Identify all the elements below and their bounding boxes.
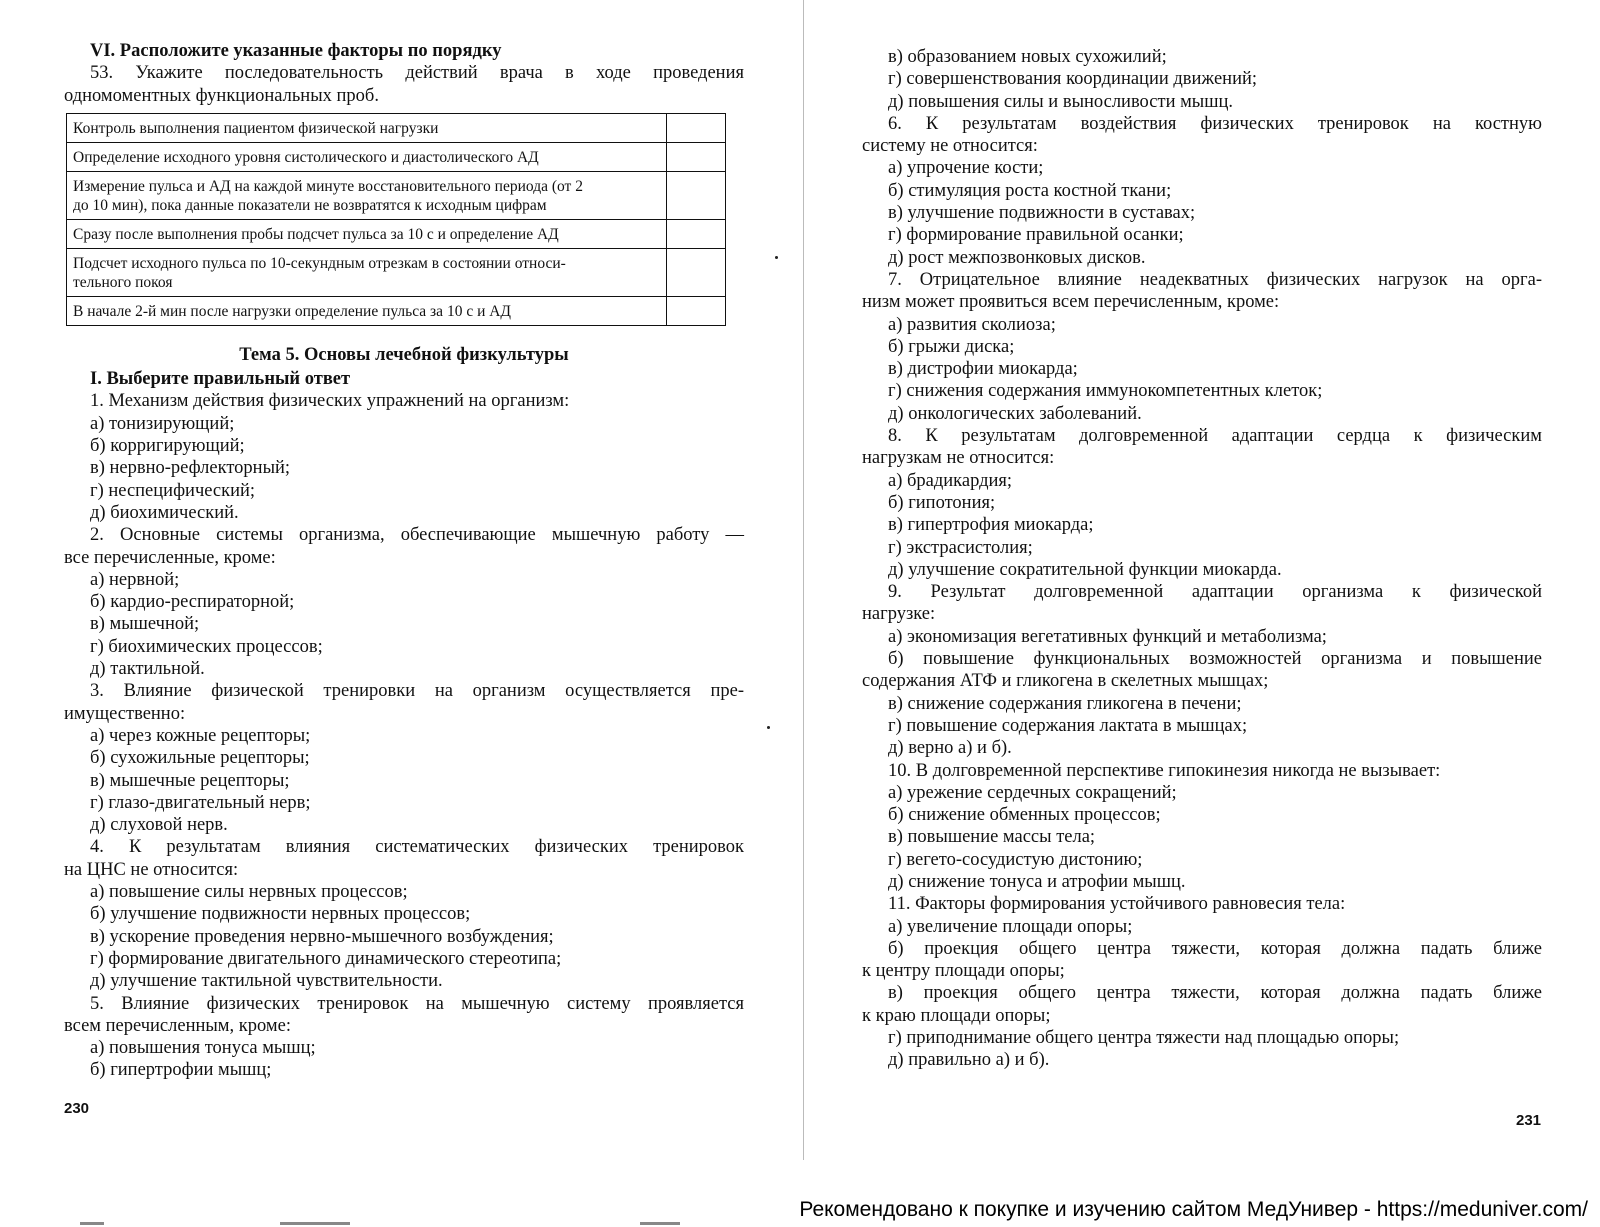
subheading: I. Выберите правильный ответ (90, 369, 351, 390)
question-line: 5. Влияние физических тренировок на мышечную систему проявляется (90, 993, 744, 1014)
topic-title: Тема 5. Основы лечебной физкультуры (239, 344, 569, 365)
question-line: 4. К результатам влияния систематических физических тренировок (90, 837, 744, 858)
order-answer-cell[interactable] (667, 113, 726, 142)
answer-option: д) тактильной. (90, 659, 205, 680)
answer-option: в) мышечные рецепторы; (90, 770, 290, 791)
table-row (67, 171, 726, 219)
step-text: тельного покоя (73, 273, 173, 291)
step-text: до 10 мин), пока данные показатели не возвратятся к исходным цифрам (73, 196, 547, 214)
answer-option: в) образованием новых сухожилий; (888, 47, 1167, 67)
order-answer-cell[interactable] (667, 296, 726, 325)
answer-option: в) мышечной; (90, 614, 200, 635)
answer-option: г) вегето-сосудистую дистонию; (888, 849, 1143, 870)
step-cell (67, 219, 667, 248)
answer-option: а) нервной; (90, 569, 180, 590)
question-line: 11. Факторы формирования устойчивого равновесия тела: (888, 894, 1346, 915)
answer-option: б) гипертрофии мышц; (90, 1060, 272, 1081)
continuation-line: всем перечисленным, кроме: (64, 1015, 291, 1036)
scan-artifacts (80, 1222, 780, 1227)
answer-option: г) снижения содержания иммунокомпетентных клеток; (888, 381, 1323, 402)
question-line: 7. Отрицательное влияние неадекватных физических нагрузок на орга- (888, 269, 1542, 290)
continuation-line: на ЦНС не относится: (64, 859, 239, 880)
answer-option: а) повышения тонуса мышц; (90, 1038, 316, 1059)
answer-option: а) экономизация вегетативных функций и метаболизма; (888, 626, 1327, 647)
answer-option: г) неспецифический; (90, 480, 256, 501)
answer-option: д) улучшение тактильной чувствительности. (90, 971, 443, 992)
continuation-line: нагрузкам не относится: (862, 448, 1055, 469)
answer-option: б) грыжи диска; (888, 336, 1015, 357)
answer-option: д) слуховой нерв. (90, 815, 228, 836)
answer-option: а) развития сколиоза; (888, 314, 1056, 335)
answer-option: г) приподнимание общего центра тяжести над площадью опоры; (888, 1028, 1400, 1049)
continuation-line: к краю площади опоры; (862, 1005, 1051, 1026)
question-line: 1. Механизм действия физических упражнений на организм: (90, 391, 570, 412)
answer-option: в) снижение содержания гликогена в печени; (888, 693, 1242, 714)
answer-option: г) формирование двигательного динамического стереотипа; (90, 948, 562, 969)
answer-option: в) улучшение подвижности в суставах; (888, 203, 1196, 224)
answer-option: д) правильно а) и б). (888, 1050, 1050, 1071)
continuation-line: к центру площади опоры; (862, 961, 1065, 982)
answer-option: б) корригирующий; (90, 436, 245, 457)
answer-option: б) улучшение подвижности нервных процессов; (90, 904, 471, 925)
answer-option: д) онкологических заболеваний. (888, 403, 1142, 424)
question-line: 9. Результат долговременной адаптации организма к физической (888, 582, 1542, 603)
answer-option: г) повышение содержания лактата в мышцах; (888, 715, 1248, 736)
left-question-list (64, 390, 744, 1081)
page-number-right: 231 (1516, 1112, 1542, 1129)
step-cell (67, 248, 667, 296)
answer-option: г) формирование правильной осанки; (888, 225, 1184, 246)
answer-option: б) кардио-респираторной; (90, 592, 295, 613)
table-row (67, 219, 726, 248)
step-text: Определение исходного уровня систолического и диастолического АД (73, 148, 539, 166)
answer-option: в) ускорение проведения нервно-мышечного возбуждения; (90, 926, 554, 947)
table-row (67, 296, 726, 325)
step-cell (67, 296, 667, 325)
answer-option: д) рост межпозвонковых дисков. (888, 247, 1146, 268)
answer-option: в) дистрофии миокарда; (888, 359, 1078, 380)
continuation-line: систему не относится: (862, 136, 1038, 157)
answer-option: а) повышение силы нервных процессов; (90, 882, 408, 903)
step-cell (67, 113, 667, 142)
answer-option: б) проекция общего центра тяжести, которая должна падать ближе (888, 938, 1542, 959)
table-row (67, 248, 726, 296)
right-page (862, 46, 1542, 1072)
question-53-line: одномоментных функциональных проб. (64, 85, 379, 106)
order-answer-cell[interactable] (667, 142, 726, 171)
continuation-line: низм может проявиться всем перечисленным, кроме: (862, 292, 1280, 313)
answer-option: г) совершенствования координации движений; (888, 69, 1258, 90)
left-page (64, 40, 744, 1082)
table-row (67, 113, 726, 142)
step-text: Контроль выполнения пациентом физической нагрузки (73, 119, 439, 137)
website-banner[interactable]: Рекомендовано к покупке и изучению сайтом МедУнивер - https://meduniver.com/ (799, 1198, 1588, 1221)
scan-speck (767, 726, 770, 729)
right-question-list (862, 46, 1542, 1072)
answer-option: б) гипотония; (888, 492, 996, 513)
continuation-line: содержания АТФ и гликогена в скелетных мышцах; (862, 671, 1269, 692)
continuation-line: все перечисленные, кроме: (64, 547, 276, 568)
order-answer-cell[interactable] (667, 171, 726, 219)
question-line: 6. К результатам воздействия физических тренировок на костную (888, 113, 1542, 134)
order-answer-cell[interactable] (667, 219, 726, 248)
answer-option: а) брадикардия; (888, 470, 1013, 491)
question-line: 3. Влияние физической тренировки на организм осуществляется пре- (90, 681, 744, 702)
answer-option: а) урежение сердечных сокращений; (888, 782, 1177, 803)
scan-speck (775, 256, 778, 259)
question-line: 8. К результатам долговременной адаптации сердца к физическим (888, 426, 1542, 447)
order-answer-cell[interactable] (667, 248, 726, 296)
answer-option: б) снижение обменных процессов; (888, 805, 1161, 826)
answer-option: б) стимуляция роста костной ткани; (888, 180, 1172, 201)
step-text: Сразу после выполнения пробы подсчет пульса за 10 с и определение АД (73, 225, 559, 243)
question-line: 2. Основные системы организма, обеспечивающие мышечную работу — (90, 525, 744, 546)
answer-option: г) экстрасистолия; (888, 537, 1033, 558)
answer-option: а) через кожные рецепторы; (90, 725, 311, 746)
answer-option: в) повышение массы тела; (888, 827, 1096, 848)
answer-option: д) верно а) и б). (888, 738, 1012, 759)
question-line: 10. В долговременной перспективе гипокинезия никогда не вызывает: (888, 760, 1441, 781)
continuation-line: нагрузке: (862, 604, 936, 625)
table-row (67, 142, 726, 171)
step-text: В начале 2-й мин после нагрузки определение пульса за 10 с и АД (73, 302, 512, 320)
answer-option: г) биохимических процессов; (90, 636, 323, 657)
answer-option: д) улучшение сократительной функции миокарда. (888, 559, 1282, 580)
page-number-left: 230 (64, 1100, 90, 1117)
answer-option: а) тонизирующий; (90, 413, 235, 434)
page-gutter (803, 0, 804, 1160)
sequence-table (66, 113, 726, 326)
section-heading: VI. Расположите указанные факторы по порядку (90, 41, 502, 61)
step-cell (67, 171, 667, 219)
answer-option: д) снижение тонуса и атрофии мышц. (888, 871, 1186, 892)
answer-option: б) сухожильные рецепторы; (90, 748, 310, 769)
answer-option: в) гипертрофия миокарда; (888, 515, 1094, 536)
answer-option: б) повышение функциональных возможностей организма и повышение (888, 649, 1542, 670)
step-text: Подсчет исходного пульса по 10-секундным отрезкам в состоянии относи- (73, 254, 566, 272)
answer-option: а) увеличение площади опоры; (888, 916, 1133, 937)
answer-option: а) упрочение кости; (888, 158, 1044, 179)
question-53-line: 53. Укажите последовательность действий врача в ходе проведения (90, 63, 744, 84)
step-text: Измерение пульса и АД на каждой минуте восстановительного периода (от 2 (73, 177, 583, 195)
answer-option: д) повышения силы и выносливости мышц. (888, 91, 1233, 112)
continuation-line: имущественно: (64, 703, 186, 724)
answer-option: д) биохимический. (90, 502, 239, 523)
answer-option: в) проекция общего центра тяжести, которая должна падать ближе (888, 983, 1542, 1004)
answer-option: г) глазо-двигательный нерв; (90, 792, 311, 813)
step-cell (67, 142, 667, 171)
answer-option: в) нервно-рефлекторный; (90, 458, 291, 479)
